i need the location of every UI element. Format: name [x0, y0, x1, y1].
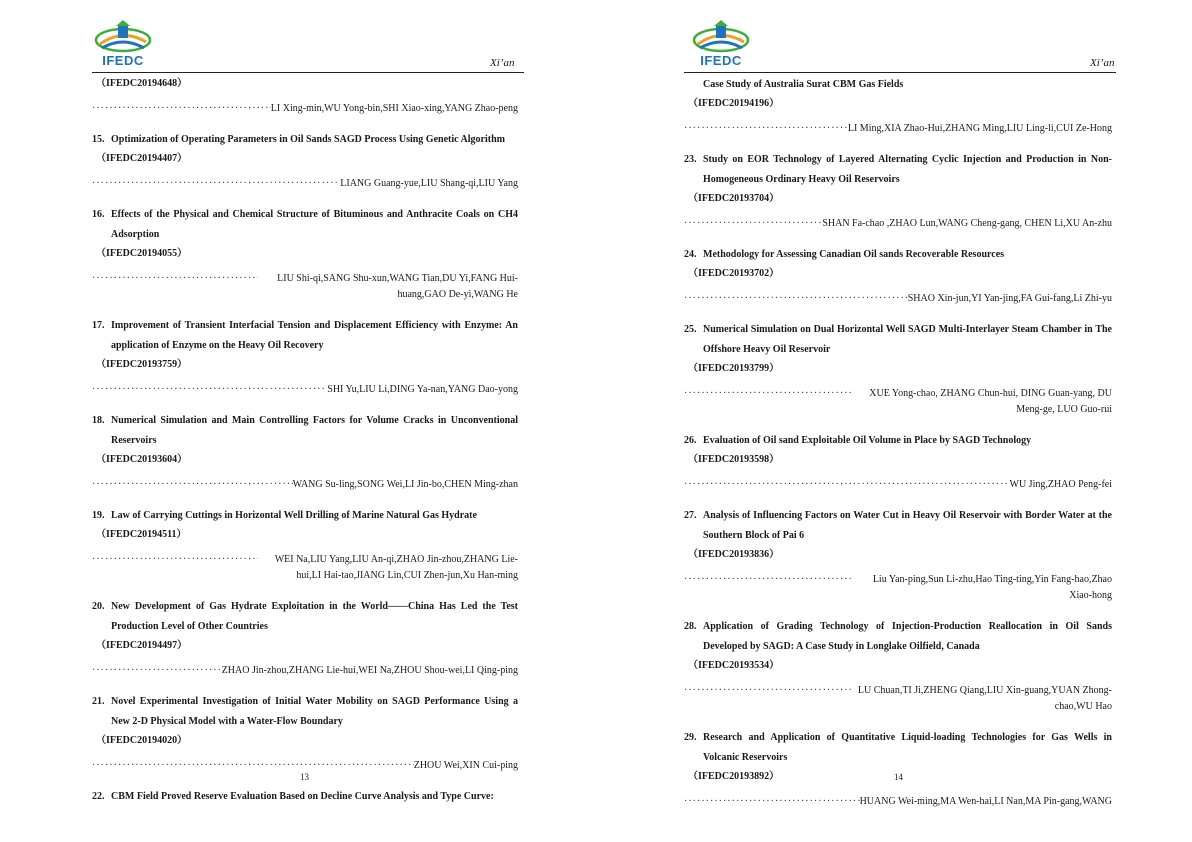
leader-dots — [92, 382, 327, 398]
entry-title: Improvement of Transient Interfacial Tension and Displacement Efficiency with Enzyme: An application of Enzyme on the Heavy Oil Recovery — [111, 320, 518, 351]
author-names: LIANG Guang-yue,LIU Shang-qi,LIU Yang — [340, 178, 518, 189]
entry-number: 16. — [92, 209, 105, 220]
entry-authors — [684, 216, 1112, 232]
entry-16 — [92, 205, 518, 303]
ifedc-logo — [692, 18, 750, 68]
left-content — [92, 75, 518, 820]
entry-authors — [684, 386, 1112, 418]
leader-dots — [92, 176, 340, 192]
entry-code: （IFEDC20193534） — [688, 660, 780, 671]
page-number: 13 — [300, 772, 309, 782]
entry-title: Application of Grading Technology of Injection-Production Reallocation in Oil Sands Developed by SAGD: A Case Study in Longlake Oilfield, Canada — [703, 621, 1112, 652]
page-number: 14 — [894, 772, 903, 782]
entry-authors — [92, 176, 518, 192]
entry-code: （IFEDC20193702） — [688, 268, 780, 279]
entry-title: Novel Experimental Investigation of Initial Water Mobility on SAGD Performance Using a New 2-D Physical Model with a Water-Flow Boundary — [111, 696, 518, 727]
entry-authors — [684, 121, 1112, 137]
header-city: Xi’an — [490, 57, 515, 69]
entry-number: 28. — [684, 621, 697, 632]
logo-emblem-icon — [692, 18, 750, 56]
entry-code: （IFEDC20194055） — [96, 248, 188, 259]
entry-number: 25. — [684, 324, 697, 335]
entry-25 — [684, 320, 1112, 418]
entry-title: Evaluation of Oil sand Exploitable Oil Volume in Place by SAGD Technology — [703, 435, 1032, 446]
leader-dots — [684, 216, 822, 232]
entry-authors — [92, 663, 518, 679]
author-names: WU Jing,ZHAO Peng-fei — [1009, 479, 1112, 490]
entry-27 — [684, 506, 1112, 604]
entry-code: （IFEDC20193604） — [96, 454, 188, 465]
entry-code: （IFEDC20193759） — [96, 359, 188, 370]
entry-authors — [684, 477, 1112, 493]
entry-title: CBM Field Proved Reserve Evaluation Based on Decline Curve Analysis and Type Curve: — [111, 791, 494, 802]
leader-dots — [684, 794, 860, 810]
entry-code: （IFEDC20194648） — [96, 78, 188, 89]
entry-17 — [92, 316, 518, 398]
entry-number: 15. — [92, 134, 105, 145]
entry-authors — [92, 552, 518, 584]
entry-code: （IFEDC20193598） — [688, 454, 780, 465]
entry-code: （IFEDC20194497） — [96, 640, 188, 651]
entry-authors — [684, 794, 1112, 810]
entry-title: Research and Application of Quantitative Liquid-loading Technologies for Gas Wells in Volcanic Reservoirs — [703, 732, 1112, 763]
author-names: SHAO Xin-jun,YI Yan-jing,FA Gui-fang,Li Zhi-yu — [907, 293, 1112, 304]
leader-dots — [92, 663, 222, 679]
author-names: ZHOU Wei,XIN Cui-ping — [413, 760, 518, 771]
leader-dots — [684, 572, 852, 588]
entry-code: （IFEDC20193799） — [688, 363, 780, 374]
entry-title: Study on EOR Technology of Layered Alternating Cyclic Injection and Production in Non-Homogeneous Ordinary Heavy Oil Reservoirs — [703, 154, 1112, 185]
author-names: WEI Na,LIU Yang,LIU An-qi,ZHAO Jin-zhou,ZHANG Lie-hui,LI Hai-tao,JIANG Lin,CUI Zhen-jun,Xu Han-ming — [274, 554, 518, 581]
entry-title: Numerical Simulation on Dual Horizontal Well SAGD Multi-Interlayer Steam Chamber in The Offshore Heavy Oil Reservoir — [703, 324, 1112, 355]
author-names: ZHAO Jin-zhou,ZHANG Lie-hui,WEI Na,ZHOU Shou-wei,LI Qing-ping — [221, 665, 518, 676]
entry-title: Numerical Simulation and Main Controlling Factors for Volume Cracks in Unconventional Reservoirs — [111, 415, 518, 446]
entry-21 — [92, 692, 518, 774]
author-names: LI Ming,XIA Zhao-Hui,ZHANG Ming,LIU Ling-li,CUI Ze-Hong — [847, 123, 1112, 134]
entry-code: （IFEDC20194511） — [96, 529, 187, 540]
entry-number: 18. — [92, 415, 105, 426]
leader-dots — [684, 121, 848, 137]
author-names: XUE Yong-chao, ZHANG Chun-hui, DING Guan-yang, DU Meng-ge, LUO Guo-rui — [869, 388, 1112, 415]
logo-text: IFEDC — [102, 53, 144, 68]
entry-15 — [92, 130, 518, 192]
entry-code: （IFEDC20194196） — [688, 98, 780, 109]
leader-dots — [684, 291, 908, 307]
right-page — [596, 0, 1192, 842]
entry-28 — [684, 617, 1112, 715]
entry-number: 27. — [684, 510, 697, 521]
leader-dots — [684, 683, 852, 699]
entry-number: 19. — [92, 510, 105, 521]
entry-title: Law of Carrying Cuttings in Horizontal Well Drilling of Marine Natural Gas Hydrate — [111, 510, 477, 521]
entry-29 — [684, 728, 1112, 810]
entry-19 — [92, 506, 518, 584]
entry-number: 23. — [684, 154, 697, 165]
author-names: SHI Yu,LIU Li,DING Ya-nan,YANG Dao-yong — [327, 384, 518, 395]
entry-24 — [684, 245, 1112, 307]
header-divider — [92, 72, 524, 73]
entry-leading — [92, 75, 518, 117]
entry-authors — [92, 477, 518, 493]
entry-code: （IFEDC20194407） — [96, 153, 188, 164]
author-names: LU Chuan,TI Ji,ZHENG Qiang,LIU Xin-guang,YUAN Zhong-chao,WU Hao — [857, 685, 1112, 712]
entry-26 — [684, 431, 1112, 493]
entry-title: Analysis of Influencing Factors on Water Cut in Heavy Oil Reservoir with Border Water at the Southern Block of Pai 6 — [703, 510, 1112, 541]
author-names: WANG Su-ling,SONG Wei,LI Jin-bo,CHEN Ming-zhan — [292, 479, 518, 490]
author-names: Liu Yan-ping,Sun Li-zhu,Hao Ting-ting,Yin Fang-hao,Zhao Xiao-hong — [872, 574, 1112, 601]
entry-code: （IFEDC20193704） — [688, 193, 780, 204]
leader-dots — [92, 758, 414, 774]
entry-title: Optimization of Operating Parameters in Oil Sands SAGD Process Using Genetic Algorithm — [111, 134, 505, 145]
logo-text: IFEDC — [700, 53, 742, 68]
logo-emblem-icon — [94, 18, 152, 56]
leader-dots — [92, 271, 258, 287]
entry-23 — [684, 150, 1112, 232]
entry-number: 24. — [684, 249, 697, 260]
leader-dots — [684, 477, 1010, 493]
author-names: LIU Shi-qi,SANG Shu-xun,WANG Tian,DU Yi,FANG Hui-huang,GAO De-yi,WANG He — [277, 273, 518, 300]
entry-authors — [92, 271, 518, 303]
header-city: Xi’an — [1090, 57, 1115, 69]
entry-code: （IFEDC20193836） — [688, 549, 780, 560]
author-names: SHAN Fa-chao ,ZHAO Lun,WANG Cheng-gang, CHEN Li,XU An-zhu — [822, 218, 1112, 229]
entry-title: Methodology for Assessing Canadian Oil sands Recoverable Resources — [703, 249, 1005, 260]
entry-code: （IFEDC20194020） — [96, 735, 188, 746]
entry-20 — [92, 597, 518, 679]
ifedc-logo — [94, 18, 152, 68]
entry-title: New Development of Gas Hydrate Exploitation in the World——China Has Led the Test Production Level of Other Countries — [111, 601, 518, 632]
entry-number: 29. — [684, 732, 697, 743]
leader-dots — [92, 101, 271, 117]
leader-dots — [684, 386, 852, 402]
leader-dots — [92, 477, 293, 493]
entry-authors — [684, 572, 1112, 604]
entry-number: 17. — [92, 320, 105, 331]
entry-number: 22. — [92, 791, 105, 802]
header-divider — [684, 72, 1116, 73]
entry-22 — [92, 787, 518, 807]
entry-code: （IFEDC20193892） — [688, 771, 780, 782]
entry-authors — [92, 382, 518, 398]
entry-18 — [92, 411, 518, 493]
entry-number: 20. — [92, 601, 105, 612]
author-names: LI Xing-min,WU Yong-bin,SHI Xiao-xing,YANG Zhao-peng — [270, 103, 518, 114]
entry-title: Effects of the Physical and Chemical Structure of Bituminous and Anthracite Coals on CH4 Adsorption — [111, 209, 518, 240]
entry-number: 26. — [684, 435, 697, 446]
entry-authors — [684, 683, 1112, 715]
entry-title-continued: Case Study of Australia Surat CBM Gas Fields — [703, 79, 904, 90]
entry-22-continued — [684, 75, 1112, 137]
leader-dots — [92, 552, 258, 568]
entry-number: 21. — [92, 696, 105, 707]
author-names: HUANG Wei-ming,MA Wen-hai,LI Nan,MA Pin-gang,WANG — [859, 796, 1112, 807]
entry-authors — [92, 101, 518, 117]
right-content — [684, 75, 1112, 823]
entry-authors — [684, 291, 1112, 307]
